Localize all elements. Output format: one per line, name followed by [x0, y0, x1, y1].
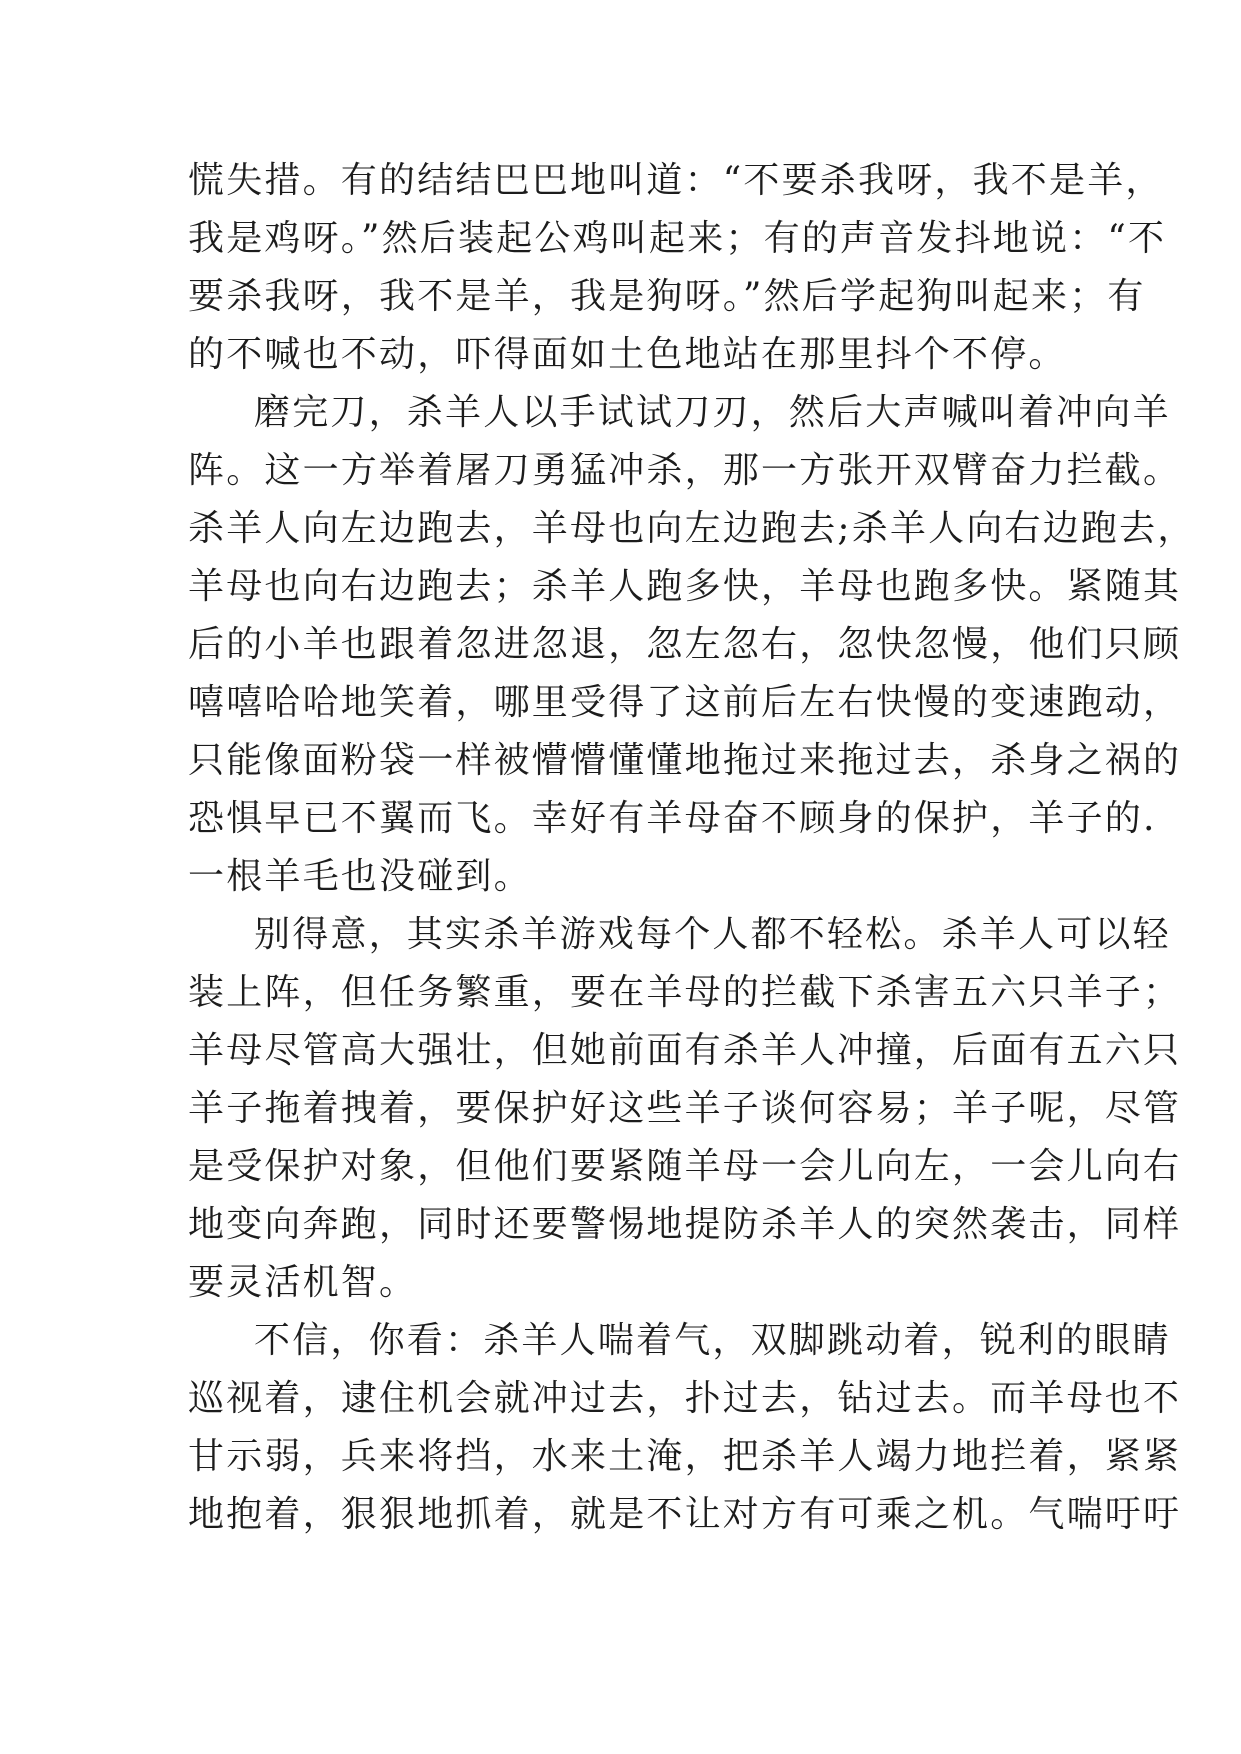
- text-line: 我是鸡呀。”然后装起公鸡叫起来；有的声音发抖地说：“不: [188, 218, 1167, 259]
- paragraph: [188, 906, 1182, 1312]
- text-line: 羊母也向右边跑去；杀羊人跑多快，羊母也跑多快。紧随其: [188, 566, 1182, 607]
- text-line: 羊母尽管高大强壮，但她前面有杀羊人冲撞，后面有五六只: [188, 1030, 1182, 1071]
- text-line: 地抱着，狠狠地抓着，就是不让对方有可乘之机。气喘吁吁: [188, 1494, 1182, 1535]
- text-line: 磨完刀，杀羊人以手试试刀刃，然后大声喊叫着冲向羊: [254, 392, 1171, 433]
- text-line: 慌失措。有的结结巴巴地叫道：“不要杀我呀，我不是羊，: [188, 160, 1164, 201]
- paragraph: [188, 152, 1167, 384]
- text-line: 羊子拖着拽着，要保护好这些羊子谈何容易；羊子呢，尽管: [188, 1088, 1182, 1129]
- text-line: 地变向奔跑，同时还要警惕地提防杀羊人的突然袭击，同样: [188, 1204, 1182, 1245]
- text-line: 甘示弱，兵来将挡，水来土淹，把杀羊人竭力地拦着，紧紧: [188, 1436, 1182, 1477]
- text-line: 杀羊人向左边跑去，羊母也向左边跑去;杀羊人向右边跑去，: [188, 508, 1196, 549]
- paragraph: [188, 1312, 1182, 1544]
- text-line: 要杀我呀，我不是羊，我是狗呀。”然后学起狗叫起来；有: [188, 276, 1146, 317]
- text-line: 后的小羊也跟着忽进忽退，忽左忽右，忽快忽慢，他们只顾: [188, 624, 1182, 665]
- text-line: 的不喊也不动，吓得面如土色地站在那里抖个不停。: [188, 334, 1067, 375]
- text-line: 嘻嘻哈哈地笑着，哪里受得了这前后左右快慢的变速跑动，: [188, 682, 1182, 723]
- paragraph: [188, 384, 1196, 906]
- text-line: 不信，你看：杀羊人喘着气，双脚跳动着，锐利的眼睛: [254, 1320, 1171, 1361]
- body-text: [188, 152, 1196, 1544]
- text-line: 恐惧早已不翼而飞。幸好有羊母奋不顾身的保护，羊子的.: [188, 798, 1157, 839]
- text-line: 巡视着，逮住机会就冲过去，扑过去，钻过去。而羊母也不: [188, 1378, 1182, 1419]
- text-line: 装上阵，但任务繁重，要在羊母的拦截下杀害五六只羊子；: [188, 972, 1182, 1013]
- text-line: 一根羊毛也没碰到。: [188, 856, 532, 897]
- text-line: 是受保护对象，但他们要紧随羊母一会儿向左，一会儿向右: [188, 1146, 1182, 1187]
- text-line: 只能像面粉袋一样被懵懵懂懂地拖过来拖过去，杀身之祸的: [188, 740, 1182, 781]
- text-line: 别得意，其实杀羊游戏每个人都不轻松。杀羊人可以轻: [254, 914, 1171, 955]
- text-line: 要灵活机智。: [188, 1262, 418, 1303]
- text-line: 阵。这一方举着屠刀勇猛冲杀，那一方张开双臂奋力拦截。: [188, 450, 1182, 491]
